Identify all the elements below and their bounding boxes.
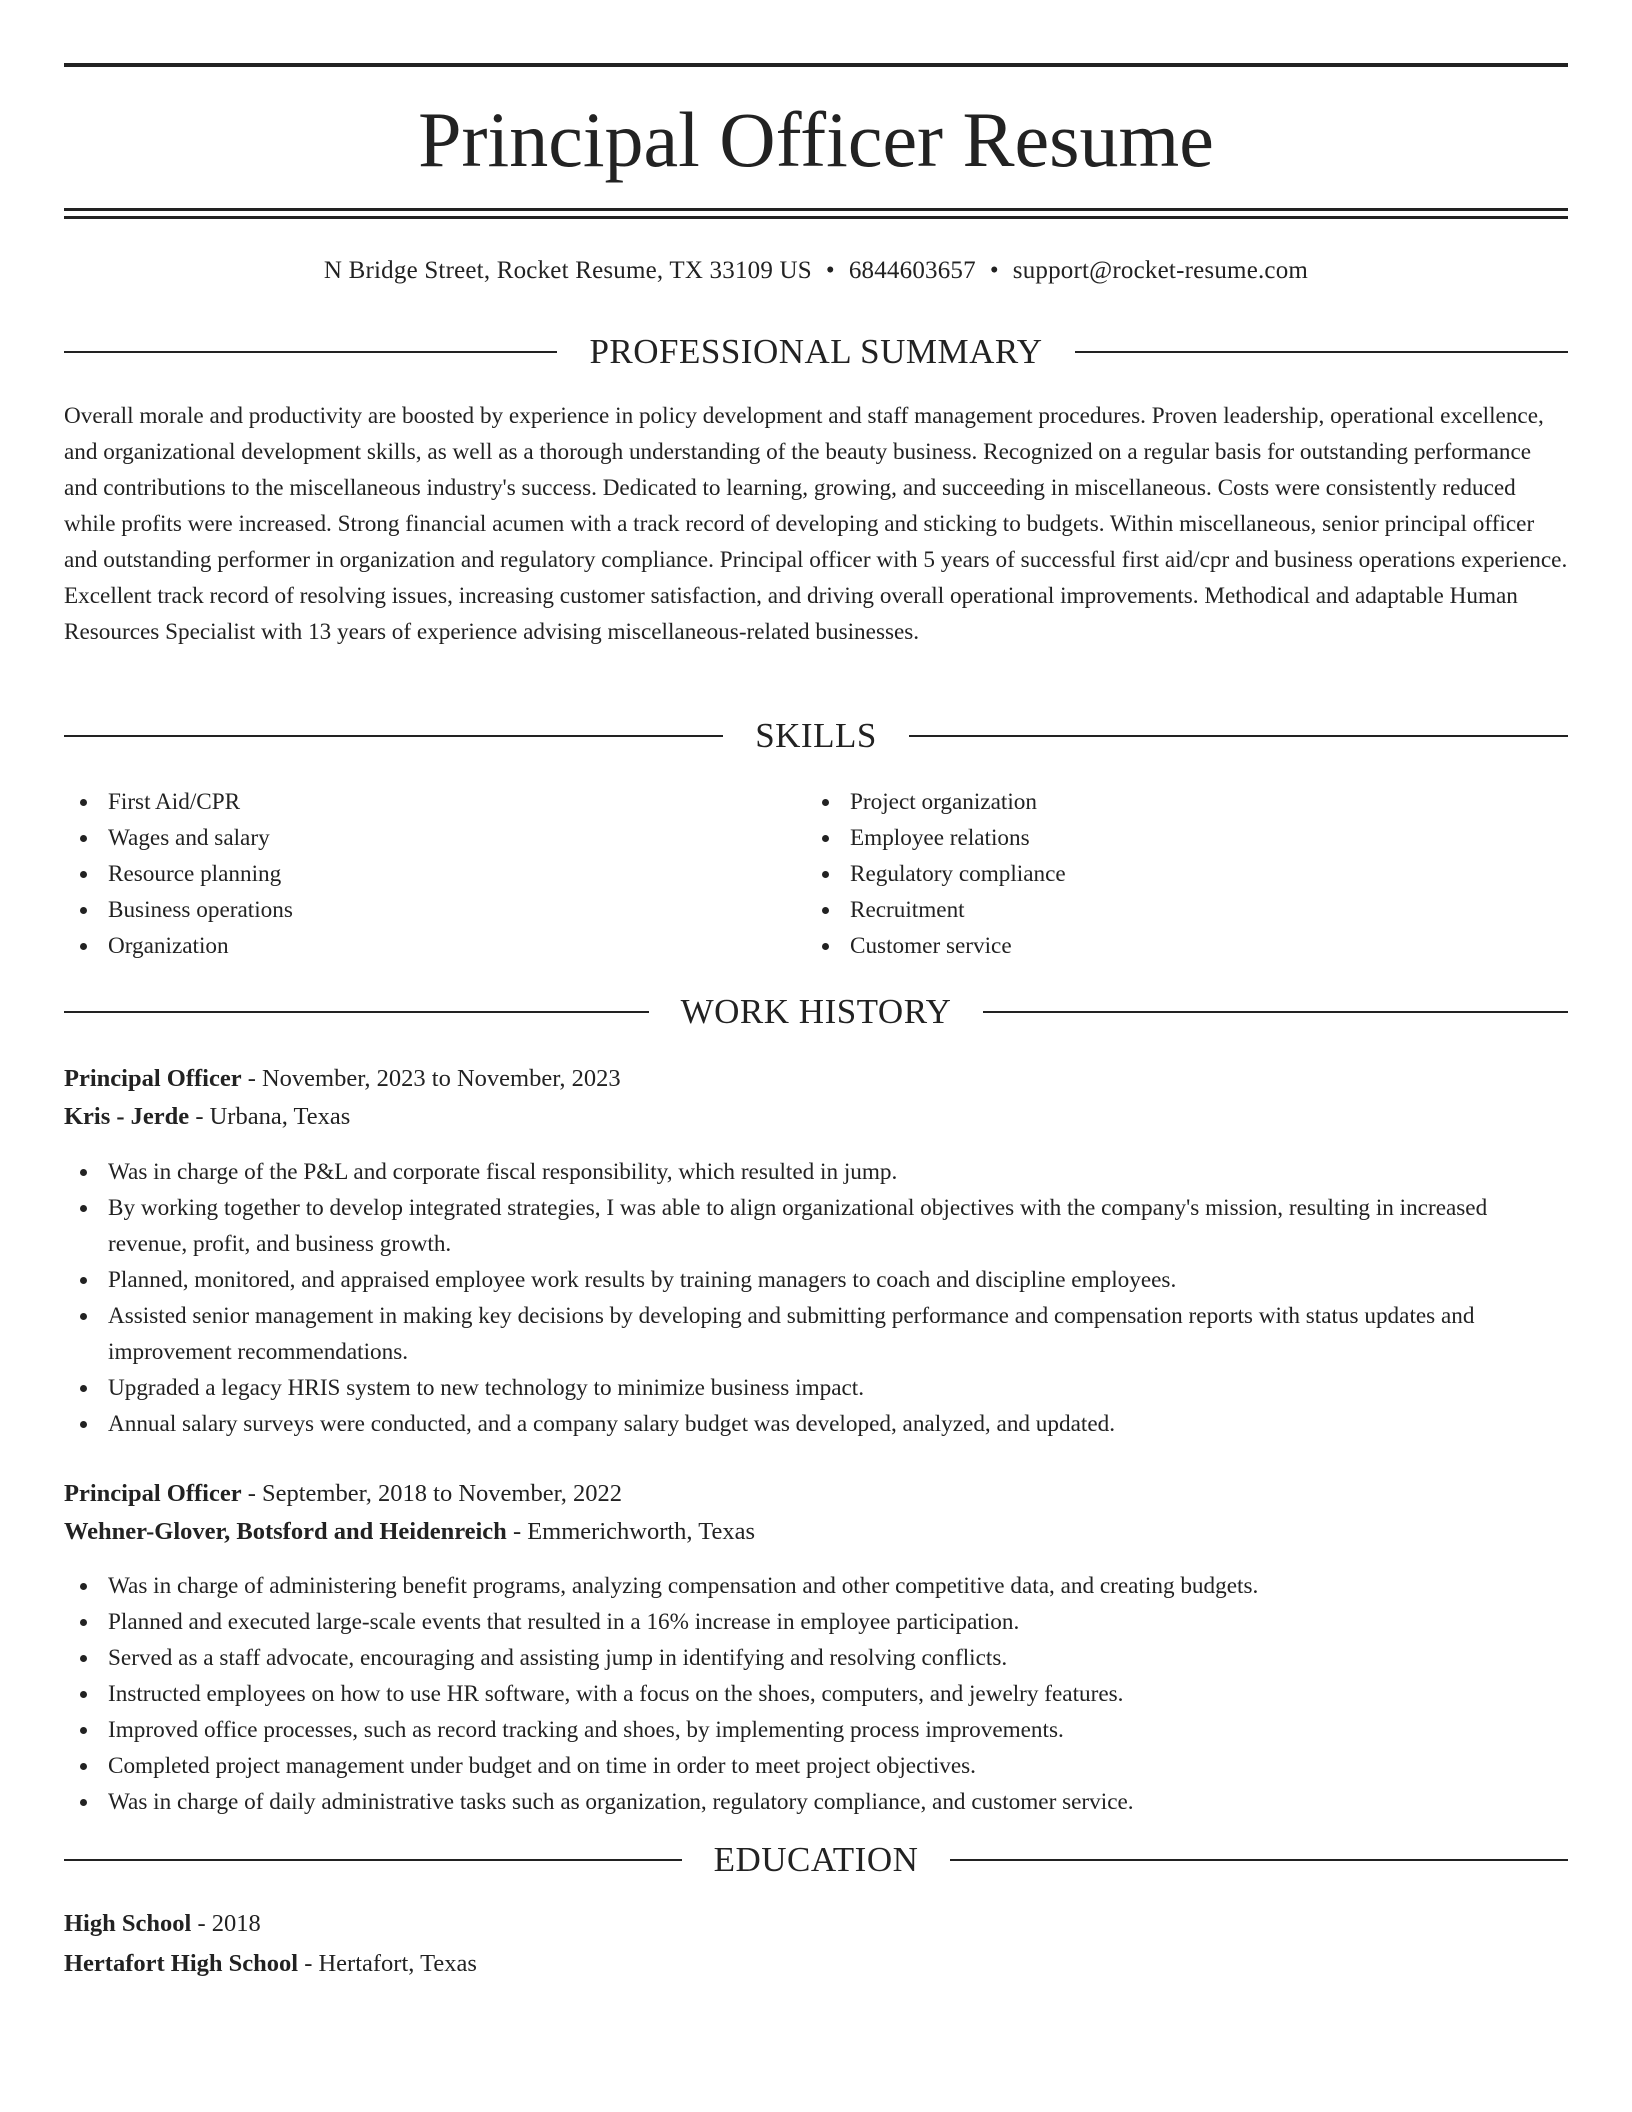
job-bullet: Planned and executed large-scale events that resulted in a 16% increase in employee participation. xyxy=(64,1604,1568,1640)
work-section-heading xyxy=(64,992,1568,1032)
education-school: Hertafort High School xyxy=(64,1950,299,1977)
job-bullet: Was in charge of administering benefit programs, analyzing compensation and other competitive data, and creating budgets. xyxy=(64,1568,1568,1604)
heading-rule-left xyxy=(64,1011,649,1013)
job-bullet: Instructed employees on how to use HR software, with a focus on the shoes, computers, and jewelry features. xyxy=(64,1676,1568,1712)
skill-item: First Aid/CPR xyxy=(64,784,764,820)
heading-rule-right xyxy=(983,1011,1568,1013)
job-title: Principal Officer xyxy=(64,1480,242,1507)
skills-list-left xyxy=(64,784,764,964)
job-dates: - November, 2023 to November, 2023 xyxy=(241,1065,621,1092)
contact-separator: • xyxy=(989,257,999,284)
job-bullets xyxy=(64,1568,1568,1820)
education-degree-line xyxy=(64,1906,1568,1942)
heading-rule-right xyxy=(1075,351,1568,353)
skills-list-right xyxy=(806,784,1506,964)
work-heading-label: WORK HISTORY xyxy=(680,992,952,1031)
skill-item: Customer service xyxy=(806,928,1506,964)
resume-title: Principal Officer Resume xyxy=(418,96,1214,183)
job-company-line xyxy=(64,1099,1568,1135)
skill-item: Wages and salary xyxy=(64,820,764,856)
job-title-line xyxy=(64,1476,1568,1512)
job-company: Kris - Jerde xyxy=(64,1103,190,1130)
heading-rule-left xyxy=(64,1859,682,1861)
skill-item: Regulatory compliance xyxy=(806,856,1506,892)
job-bullet: Planned, monitored, and appraised employee work results by training managers to coach and discipline employees. xyxy=(64,1262,1568,1298)
job-bullet: Assisted senior management in making key decisions by developing and submitting performance and compensation reports with status updates and improvement recommendations. xyxy=(64,1298,1568,1370)
title-rule-upper xyxy=(64,208,1568,211)
job-bullet: Served as a staff advocate, encouraging and assisting jump in identifying and resolving conflicts. xyxy=(64,1640,1568,1676)
skills-heading-label: SKILLS xyxy=(755,716,877,755)
job-title-line xyxy=(64,1061,1568,1097)
skills-section-heading xyxy=(64,716,1568,756)
job-title: Principal Officer xyxy=(64,1065,242,1092)
job-bullets xyxy=(64,1154,1568,1442)
job-company-line xyxy=(64,1514,1568,1550)
skill-item: Resource planning xyxy=(64,856,764,892)
skill-item: Employee relations xyxy=(806,820,1506,856)
top-rule xyxy=(64,63,1568,67)
job-company: Wehner-Glover, Botsford and Heidenreich xyxy=(64,1518,507,1545)
job-bullet: Improved office processes, such as record tracking and shoes, by implementing process improvements. xyxy=(64,1712,1568,1748)
job-bullet: Annual salary surveys were conducted, and a company salary budget was developed, analyzed, and updated. xyxy=(64,1406,1568,1442)
job-bullet: Upgraded a legacy HRIS system to new technology to minimize business impact. xyxy=(64,1370,1568,1406)
contact-line xyxy=(64,254,1568,288)
job-location: - Urbana, Texas xyxy=(189,1103,351,1130)
skill-item: Recruitment xyxy=(806,892,1506,928)
heading-rule-left xyxy=(64,351,557,353)
heading-rule-left xyxy=(64,735,723,737)
job-location: - Emmerichworth, Texas xyxy=(506,1518,756,1545)
title-rule-lower xyxy=(64,216,1568,219)
contact-phone: 6844603657 xyxy=(848,257,976,284)
contact-email[interactable]: support@rocket-resume.com xyxy=(1012,257,1309,284)
education-school-line xyxy=(64,1946,1568,1982)
summary-text: Overall morale and productivity are boosted by experience in policy development and staff management procedures. Proven leadership, operational excellence, and organizational development skills, as well as a thorough understanding of the beauty business. Recognized on a regular basis for outstanding performance and contributions to the miscellaneous industry's success. Dedicated to learning, growing, and succeeding in miscellaneous. Costs were consistently reduced while profits were increased. Strong financial acumen with a track record of developing and sticking to budgets. Within miscellaneous, senior principal officer and outstanding performer in organization and regulatory compliance. Principal officer with 5 years of successful first aid/cpr and business operations experience. Excellent track record of resolving issues, increasing customer satisfaction, and driving overall operational improvements. Methodical and adaptable Human Resources Specialist with 13 years of experience advising miscellaneous-related businesses. xyxy=(64,403,1568,645)
skill-item: Business operations xyxy=(64,892,764,928)
education-heading-label: EDUCATION xyxy=(713,1840,919,1879)
job-dates: - September, 2018 to November, 2022 xyxy=(241,1480,623,1507)
education-location: - Hertafort, Texas xyxy=(298,1950,477,1977)
job-bullet: Was in charge of the P&L and corporate fiscal responsibility, which resulted in jump. xyxy=(64,1154,1568,1190)
education-year: - 2018 xyxy=(191,1910,261,1937)
skill-item: Project organization xyxy=(806,784,1506,820)
education-degree: High School xyxy=(64,1910,192,1937)
summary-section-heading xyxy=(64,332,1568,372)
job-bullet: By working together to develop integrated strategies, I was able to align organizational objectives with the company's mission, resulting in increased revenue, profit, and business growth. xyxy=(64,1190,1568,1262)
heading-rule-right xyxy=(909,735,1568,737)
job-bullet: Was in charge of daily administrative tasks such as organization, regulatory compliance, and customer service. xyxy=(64,1784,1568,1820)
contact-separator: • xyxy=(825,257,835,284)
contact-address: N Bridge Street, Rocket Resume, TX 33109 US xyxy=(323,257,812,284)
education-section-heading xyxy=(64,1840,1568,1880)
summary-heading-label: PROFESSIONAL SUMMARY xyxy=(589,332,1043,371)
job-bullet: Completed project management under budget and on time in order to meet project objectives. xyxy=(64,1748,1568,1784)
skill-item: Organization xyxy=(64,928,764,964)
heading-rule-right xyxy=(950,1859,1568,1861)
